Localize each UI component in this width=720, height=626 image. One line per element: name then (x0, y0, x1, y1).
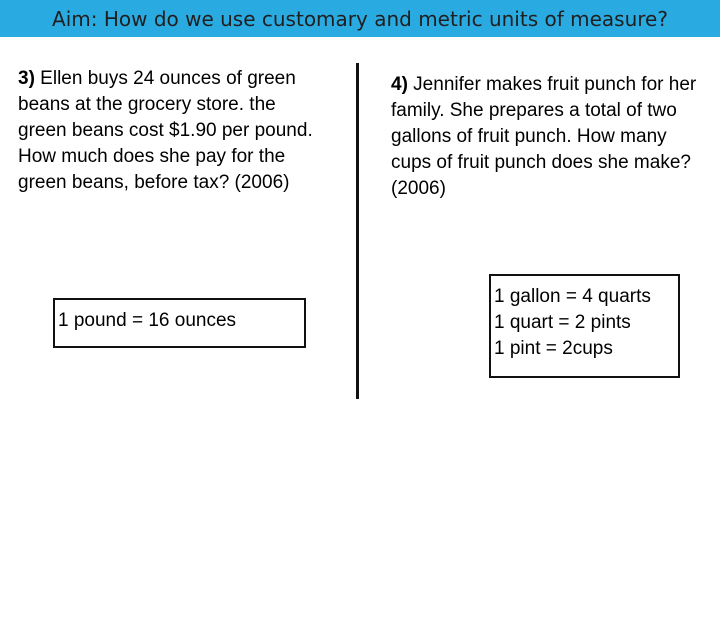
page-title: Aim: How do we use customary and metric units of measure? (52, 6, 668, 31)
conversion-line-quart: 1 quart = 2 pints (494, 312, 631, 333)
problem-4-text: Jennifer makes fruit punch for her family. She prepares a total of two gallons of fruit punch. How many cups of fruit punch does she make? (2006) (391, 74, 697, 199)
volume-conversion-box (489, 274, 680, 378)
title-bar (0, 0, 720, 37)
problem-3-number: 3) (18, 68, 35, 89)
conversion-line-gallon: 1 gallon = 4 quarts (494, 286, 651, 307)
problem-3-text: Ellen buys 24 ounces of green beans at the grocery store. the green beans cost $1.90 per pound. How much does she pay for the green beans, before tax? (2006) (18, 68, 313, 193)
problem-4-number: 4) (391, 74, 408, 95)
problem-4 (391, 72, 701, 202)
column-divider (356, 63, 359, 399)
conversion-line-pound: 1 pound = 16 ounces (58, 310, 237, 331)
pound-conversion-box (53, 298, 306, 348)
conversion-line-pint: 1 pint = 2cups (494, 338, 613, 359)
problem-3 (18, 66, 318, 196)
